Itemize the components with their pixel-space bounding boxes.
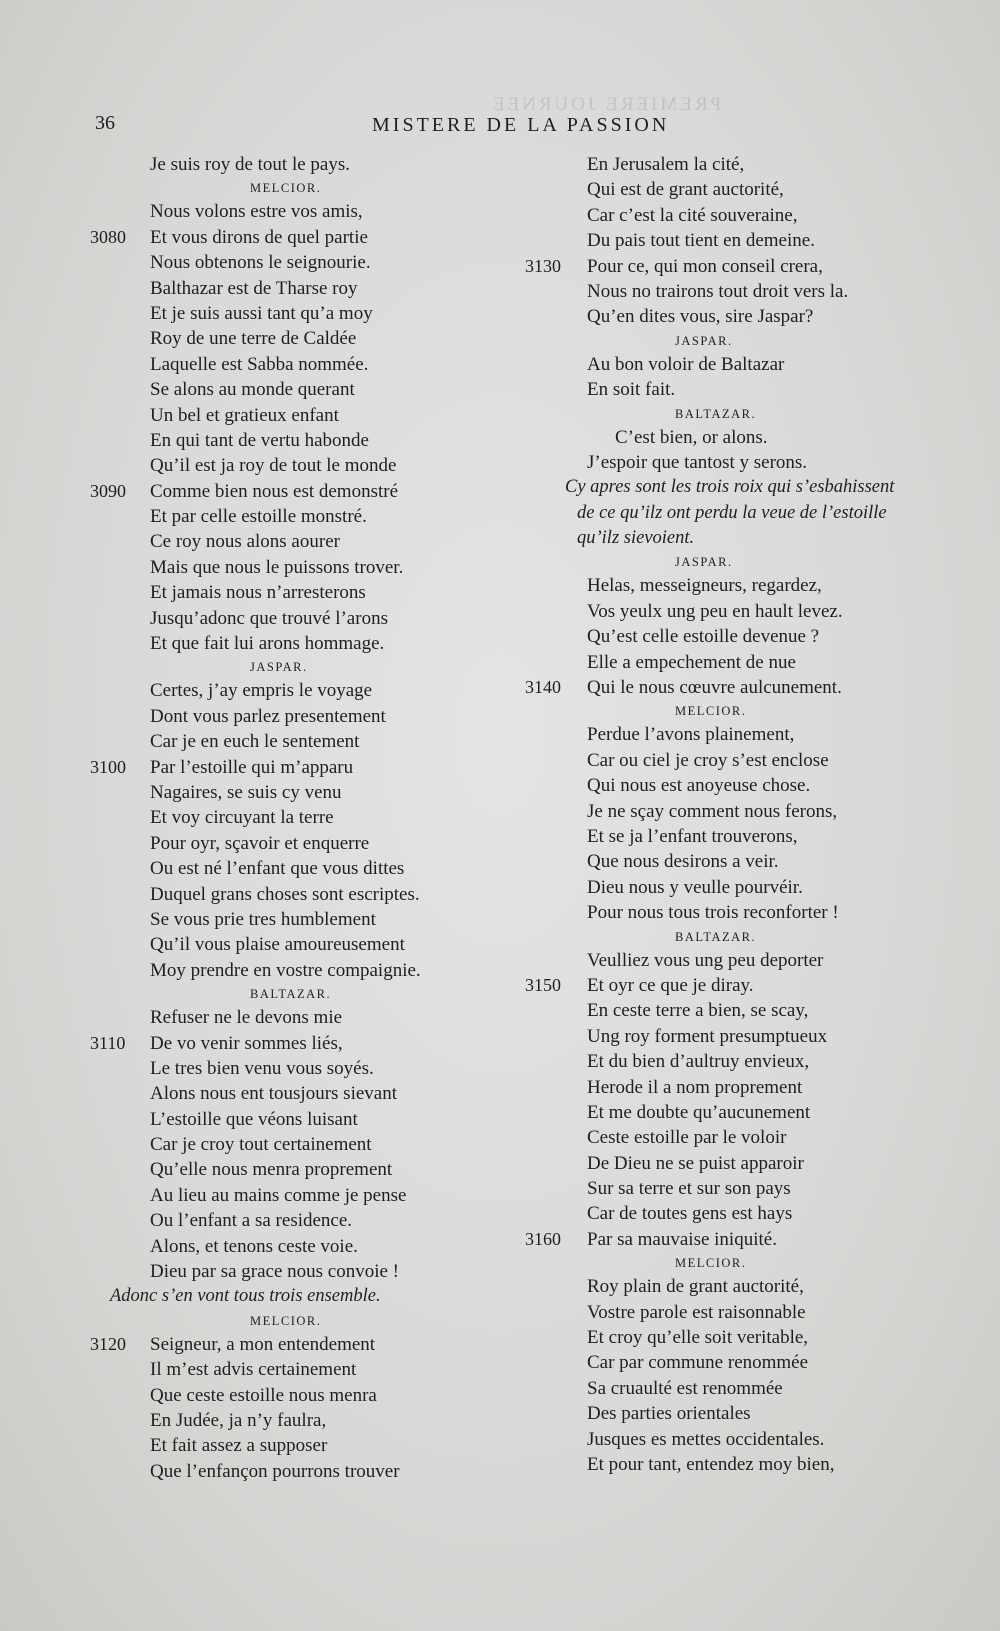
left-column xyxy=(90,152,490,1484)
line-text: Qui est de grant auctorité, xyxy=(587,179,784,201)
line-text: Pour nous tous trois reconforter ! xyxy=(587,902,839,924)
verse-line xyxy=(525,900,965,925)
verse-line xyxy=(525,1024,965,1049)
verse-line xyxy=(90,504,490,529)
verse-line xyxy=(90,580,490,605)
verse-line xyxy=(90,729,490,754)
verse-line xyxy=(90,276,490,301)
line-text: Car de toutes gens est hays xyxy=(587,1203,793,1225)
line-text: En Jerusalem la cité, xyxy=(587,154,745,175)
line-text: Et se ja l’enfant trouverons, xyxy=(587,825,798,847)
speaker-name xyxy=(90,656,490,678)
verse-line xyxy=(90,631,490,656)
line-text: Et voy circuyant la terre xyxy=(150,807,334,829)
verse-line xyxy=(525,177,965,202)
verse-line xyxy=(90,907,490,932)
line-text: JASPAR. xyxy=(675,555,733,570)
line-text: Au bon voloir de Baltazar xyxy=(587,353,785,375)
verse-line xyxy=(90,199,490,224)
line-text: JASPAR. xyxy=(250,660,308,675)
line-text: Helas, messeigneurs, regardez, xyxy=(587,575,822,597)
verse-line xyxy=(90,428,490,453)
verse-line xyxy=(90,1031,490,1056)
line-text: Roy de une terre de Caldée xyxy=(150,328,357,350)
line-text: Car par commune renommée xyxy=(587,1352,809,1374)
verse-line xyxy=(90,1234,490,1259)
verse-line xyxy=(525,1274,965,1299)
verse-line xyxy=(525,624,965,649)
line-text: Je ne sçay comment nous ferons, xyxy=(587,800,838,822)
line-text: Dont vous parlez presentement xyxy=(150,705,386,727)
line-text: Veulliez vous ung peu deporter xyxy=(587,949,824,971)
verse-line xyxy=(525,973,965,998)
line-text: Et jamais nous n’arresterons xyxy=(150,582,366,604)
verse-line xyxy=(525,1452,965,1477)
verse-line xyxy=(90,678,490,703)
verse-line xyxy=(525,1049,965,1074)
line-number: 3130 xyxy=(525,255,561,276)
line-text: MELCIOR. xyxy=(675,1256,747,1271)
line-text: Dieu nous y veulle pourvéir. xyxy=(587,876,803,898)
line-text: MELCIOR. xyxy=(250,1313,322,1328)
verse-line xyxy=(525,722,965,747)
line-text: Il m’est advis certainement xyxy=(150,1359,357,1381)
line-text: Qu’en dites vous, sire Jaspar? xyxy=(587,306,814,328)
line-text: Pour ce, qui mon conseil crera, xyxy=(587,255,823,277)
speaker-name xyxy=(525,700,965,722)
line-text: Ce roy nous alons aourer xyxy=(150,531,340,553)
line-text: Nagaires, se suis cy venu xyxy=(150,781,342,803)
line-text: Et pour tant, entendez moy bien, xyxy=(587,1453,835,1475)
running-title: MISTERE DE LA PASSION xyxy=(372,114,670,136)
line-text: Qu’est celle estoille devenue ? xyxy=(587,626,820,648)
speaker-name xyxy=(525,926,965,948)
verse-line xyxy=(525,1227,965,1252)
page-number: 36 xyxy=(95,112,115,134)
line-text: En soit fait. xyxy=(587,379,676,401)
verse-line xyxy=(525,773,965,798)
verse-line xyxy=(525,1325,965,1350)
line-text: Qui le nous cœuvre aulcunement. xyxy=(587,677,842,699)
verse-line xyxy=(525,228,965,253)
line-text: Dieu par sa grace nous convoie ! xyxy=(150,1261,400,1283)
line-text: Comme bien nous est demonstré xyxy=(150,480,399,502)
verse-line xyxy=(525,824,965,849)
verse-line xyxy=(90,326,490,351)
line-text: Balthazar est de Tharse roy xyxy=(150,277,358,299)
line-number: 3090 xyxy=(90,480,126,501)
verse-line xyxy=(525,425,965,450)
line-text: De Dieu ne se puist apparoir xyxy=(587,1152,804,1174)
line-text: Car je en euch le sentement xyxy=(150,731,360,753)
verse-line xyxy=(90,377,490,402)
line-text: En qui tant de vertu habonde xyxy=(150,429,369,451)
verse-line xyxy=(525,748,965,773)
line-text: Et me doubte qu’aucunement xyxy=(587,1101,811,1123)
speaker-name xyxy=(525,330,965,352)
verse-line xyxy=(525,650,965,675)
line-text: Par l’estoille qui m’apparu xyxy=(150,756,354,778)
verse-line xyxy=(525,849,965,874)
line-text: Seigneur, a mon entendement xyxy=(150,1333,376,1355)
line-number: 3110 xyxy=(90,1032,126,1053)
verse-line xyxy=(525,152,965,177)
verse-line xyxy=(525,1300,965,1325)
line-text: En ceste terre a bien, se scay, xyxy=(587,1000,809,1022)
line-text: Sa cruaulté est renommée xyxy=(587,1377,783,1399)
verse-line xyxy=(90,403,490,428)
verse-line xyxy=(90,755,490,780)
stage-direction xyxy=(525,501,965,526)
line-text: En Judée, ja n’y faulra, xyxy=(150,1409,327,1431)
verse-line xyxy=(90,152,490,177)
line-text: Par sa mauvaise iniquité. xyxy=(587,1228,777,1250)
line-text: Le tres bien venu vous soyés. xyxy=(150,1057,374,1079)
line-text: Sur sa terre et sur son pays xyxy=(587,1178,791,1200)
line-number: 3100 xyxy=(90,756,126,777)
verse-line xyxy=(90,831,490,856)
verse-line xyxy=(525,1401,965,1426)
line-number: 3150 xyxy=(525,974,561,995)
line-text: Car je croy tout certainement xyxy=(150,1134,372,1156)
verse-line xyxy=(90,958,490,983)
verse-line xyxy=(90,1208,490,1233)
line-text: Nous no trairons tout droit vers la. xyxy=(587,280,849,302)
verse-line xyxy=(525,203,965,228)
verse-line xyxy=(90,250,490,275)
verse-line xyxy=(90,1408,490,1433)
line-text: Des parties orientales xyxy=(587,1403,751,1425)
show-through-header: PREMIERE JOURNEE xyxy=(490,94,722,115)
line-text: qu’ilz sievoient. xyxy=(577,528,695,549)
line-text: Moy prendre en vostre compaignie. xyxy=(150,959,421,981)
verse-line xyxy=(90,1005,490,1030)
line-text: Pour oyr, sçavoir et enquerre xyxy=(150,832,370,854)
verse-line xyxy=(525,254,965,279)
line-text: Jusqu’adonc que trouvé l’arons xyxy=(150,607,388,629)
line-text: Qu’elle nous menra proprement xyxy=(150,1159,393,1181)
line-text: Cy apres sont les trois roix qui s’esbahissent xyxy=(565,477,895,498)
line-text: Et que fait lui arons hommage. xyxy=(150,633,385,655)
verse-line xyxy=(90,704,490,729)
line-text: Un bel et gratieux enfant xyxy=(150,404,339,426)
line-text: Herode il a nom proprement xyxy=(587,1076,803,1098)
verse-line xyxy=(525,875,965,900)
line-text: J’espoir que tantost y serons. xyxy=(587,451,808,473)
speaker-name xyxy=(90,983,490,1005)
verse-line xyxy=(525,998,965,1023)
verse-line xyxy=(525,1151,965,1176)
verse-line xyxy=(90,1132,490,1157)
verse-line xyxy=(525,675,965,700)
verse-line xyxy=(90,932,490,957)
line-text: Car ou ciel je croy s’est enclose xyxy=(587,749,829,771)
speaker-name xyxy=(525,403,965,425)
line-text: Vostre parole est raisonnable xyxy=(587,1301,806,1323)
verse-line xyxy=(525,304,965,329)
line-text: Mais que nous le puissons trover. xyxy=(150,556,404,578)
line-text: MELCIOR. xyxy=(675,704,747,719)
line-text: Au lieu au mains comme je pense xyxy=(150,1184,407,1206)
line-text: Et fait assez a supposer xyxy=(150,1435,328,1457)
verse-line xyxy=(525,450,965,475)
line-text: Vos yeulx ung peu en hault levez. xyxy=(587,600,843,622)
line-text: L’estoille que véons luisant xyxy=(150,1108,358,1130)
speaker-name xyxy=(90,177,490,199)
verse-line xyxy=(90,1459,490,1484)
line-text: JASPAR. xyxy=(675,333,733,348)
line-text: Ou l’enfant a sa residence. xyxy=(150,1210,353,1232)
line-text: Qu’il est ja roy de tout le monde xyxy=(150,455,397,477)
verse-line xyxy=(90,301,490,326)
line-text: BALTAZAR. xyxy=(675,929,757,944)
line-text: Et par celle estoille monstré. xyxy=(150,506,367,528)
line-text: Se vous prie tres humblement xyxy=(150,908,376,930)
verse-line xyxy=(525,1125,965,1150)
line-number: 3160 xyxy=(525,1228,561,1249)
verse-line xyxy=(90,1357,490,1382)
line-text: Roy plain de grant auctorité, xyxy=(587,1276,804,1298)
stage-direction xyxy=(525,475,965,500)
line-text: Que l’enfançon pourrons trouver xyxy=(150,1460,400,1482)
line-text: Et oyr ce que je diray. xyxy=(587,974,754,996)
line-text: Ceste estoille par le voloir xyxy=(587,1127,787,1149)
line-text: Qu’il vous plaise amoureusement xyxy=(150,934,405,956)
verse-line xyxy=(90,882,490,907)
line-number: 3080 xyxy=(90,226,126,247)
line-text: Que ceste estoille nous menra xyxy=(150,1384,377,1406)
line-text: Car c’est la cité souveraine, xyxy=(587,204,798,226)
verse-line xyxy=(525,1201,965,1226)
verse-line xyxy=(90,1157,490,1182)
verse-line xyxy=(525,1100,965,1125)
line-text: Refuser ne le devons mie xyxy=(150,1007,343,1029)
line-text: de ce qu’ilz ont perdu la veue de l’estoille xyxy=(577,502,887,523)
stage-direction xyxy=(90,1284,490,1309)
verse-line xyxy=(525,573,965,598)
verse-line xyxy=(90,555,490,580)
verse-line xyxy=(525,279,965,304)
verse-line xyxy=(90,529,490,554)
verse-line xyxy=(525,1075,965,1100)
verse-line xyxy=(90,805,490,830)
verse-line xyxy=(90,225,490,250)
line-text: Et vous dirons de quel partie xyxy=(150,226,368,248)
verse-line xyxy=(525,948,965,973)
verse-line xyxy=(90,352,490,377)
line-text: Ou est né l’enfant que vous dittes xyxy=(150,858,405,880)
line-text: MELCIOR. xyxy=(250,181,322,196)
verse-line xyxy=(525,377,965,402)
line-text: Qui nous est anoyeuse chose. xyxy=(587,775,811,797)
line-text: Ung roy forment presumptueux xyxy=(587,1025,828,1047)
verse-line xyxy=(525,1376,965,1401)
line-text: De vo venir sommes liés, xyxy=(150,1032,343,1054)
verse-line xyxy=(525,1427,965,1452)
verse-line xyxy=(525,352,965,377)
line-text: BALTAZAR. xyxy=(250,987,332,1002)
speaker-name xyxy=(90,1310,490,1332)
line-text: Adonc s’en vont tous trois ensemble. xyxy=(110,1286,381,1307)
speaker-name xyxy=(525,551,965,573)
stage-direction xyxy=(525,526,965,551)
verse-line xyxy=(525,799,965,824)
verse-line xyxy=(90,1081,490,1106)
verse-line xyxy=(90,606,490,631)
verse-line xyxy=(90,1107,490,1132)
line-text: C’est bien, or alons. xyxy=(615,426,768,448)
line-text: Et je suis aussi tant qu’a moy xyxy=(150,302,373,324)
verse-line xyxy=(525,599,965,624)
line-text: Laquelle est Sabba nommée. xyxy=(150,353,369,375)
line-text: Se alons au monde querant xyxy=(150,379,355,401)
line-text: Duquel grans choses sont escriptes. xyxy=(150,883,420,905)
line-text: Nous obtenons le seignourie. xyxy=(150,252,371,274)
verse-line xyxy=(90,1332,490,1357)
line-number: 3140 xyxy=(525,677,561,698)
line-text: Elle a empechement de nue xyxy=(587,651,796,673)
verse-line xyxy=(90,1259,490,1284)
line-text: Nous volons estre vos amis, xyxy=(150,201,363,223)
verse-line xyxy=(90,453,490,478)
line-text: Et croy qu’elle soit veritable, xyxy=(587,1327,809,1349)
line-text: Du pais tout tient en demeine. xyxy=(587,230,815,252)
line-text: Alons, et tenons ceste voie. xyxy=(150,1235,358,1257)
line-text: BALTAZAR. xyxy=(675,406,757,421)
verse-line xyxy=(525,1350,965,1375)
line-text: Perdue l’avons plainement, xyxy=(587,724,795,746)
line-text: Que nous desirons a veir. xyxy=(587,851,779,873)
line-text: Je suis roy de tout le pays. xyxy=(150,154,351,175)
verse-line xyxy=(90,1433,490,1458)
verse-line xyxy=(90,479,490,504)
verse-line xyxy=(90,1383,490,1408)
verse-line xyxy=(90,856,490,881)
verse-line xyxy=(90,780,490,805)
verse-line xyxy=(90,1056,490,1081)
line-text: Certes, j’ay empris le voyage xyxy=(150,680,373,702)
verse-line xyxy=(525,1176,965,1201)
line-number: 3120 xyxy=(90,1333,126,1354)
page-header xyxy=(0,112,1000,142)
line-text: Et du bien d’aultruy envieux, xyxy=(587,1051,810,1073)
line-text: Alons nous ent tousjours sievant xyxy=(150,1083,397,1105)
line-text: Jusques es mettes occidentales. xyxy=(587,1428,825,1450)
verse-line xyxy=(90,1183,490,1208)
right-column xyxy=(525,152,965,1477)
speaker-name xyxy=(525,1252,965,1274)
